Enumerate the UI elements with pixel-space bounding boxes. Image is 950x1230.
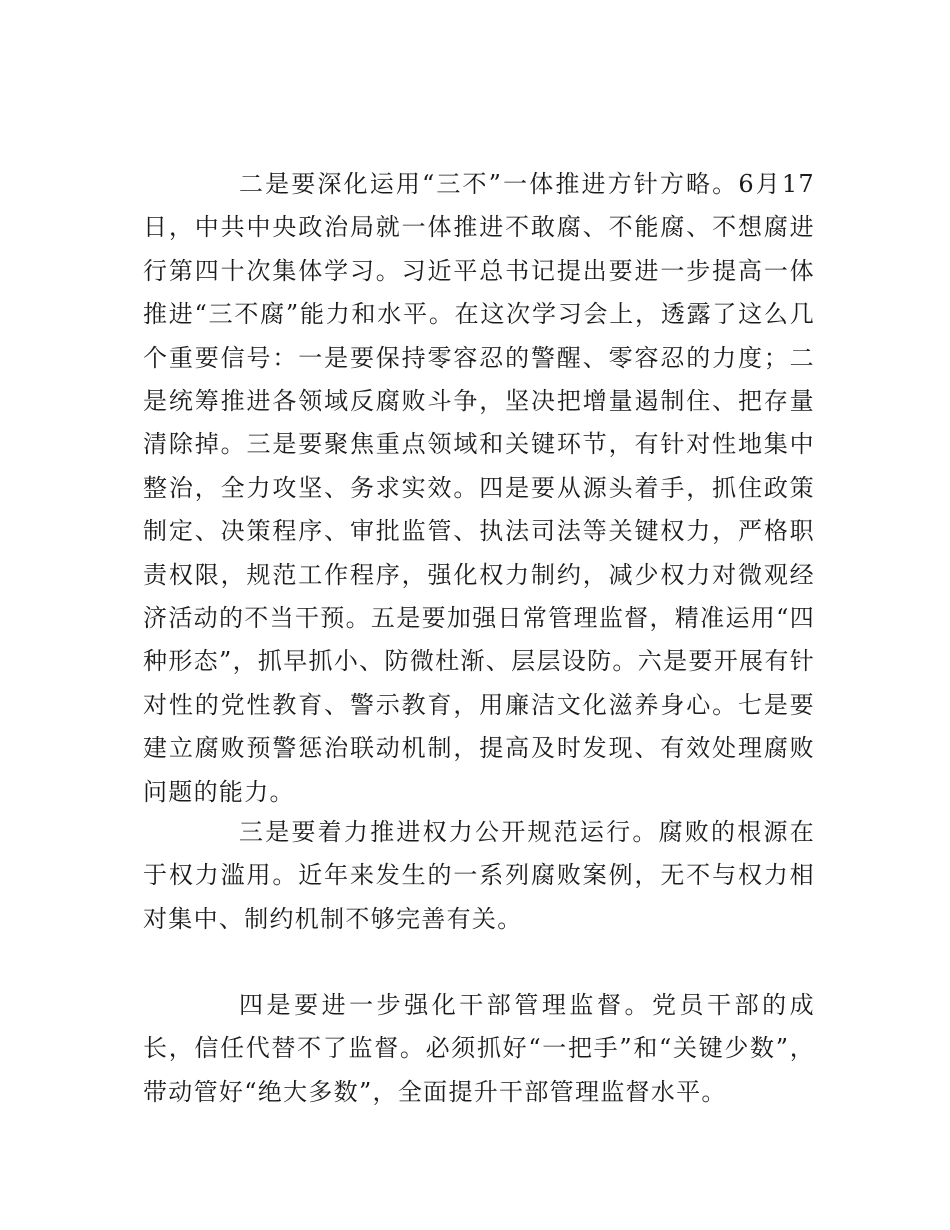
paragraph-power-regulation: 三是要着力推进权力公开规范运行。腐败的根源在于权力滥用。近年来发生的一系列腐败案例，无不与权力相对集中、制约机制不够完善有关。: [143, 818, 815, 933]
paragraph-three-no-corruption: 二是要深化运用“三不”一体推进方针方略。6月17日，中共中央政治局就一体推进不敢腐、不能腐、不想腐进行第四十次集体学习。习近平总书记提出要进一步提高一体推进“三不腐”能力和水平。在这次学习会上，透露了这么几个重要信号：一是要保持零容忍的警醒、零容忍的力度；二是统筹推进各领域反腐败斗争，坚决把增量遏制住、把存量清除掉。三是要聚焦重点领域和关键环节，有针对性地集中整治，全力攻坚、务求实效。四是要从源头着手，抓住政策制定、决策程序、审批监管、执法司法等关键权力，严格职责权限，规范工作程序，强化权力制约，减少权力对微观经济活动的不当干预。五是要加强日常管理监督，精准运用“四种形态”，抓早抓小、防微杜渐、层层设防。六是要开展有针对性的党性教育、警示教育，用廉洁文化滋养身心。七是要建立腐败预警惩治联动机制，提高及时发现、有效处理腐败问题的能力。: [143, 170, 815, 806]
paragraph-cadre-supervision: 四是要进一步强化干部管理监督。党员干部的成长，信任代替不了监督。必须抓好“一把手”和“关键少数”，带动管好“绝大多数”，全面提升干部管理监督水平。: [143, 991, 815, 1106]
